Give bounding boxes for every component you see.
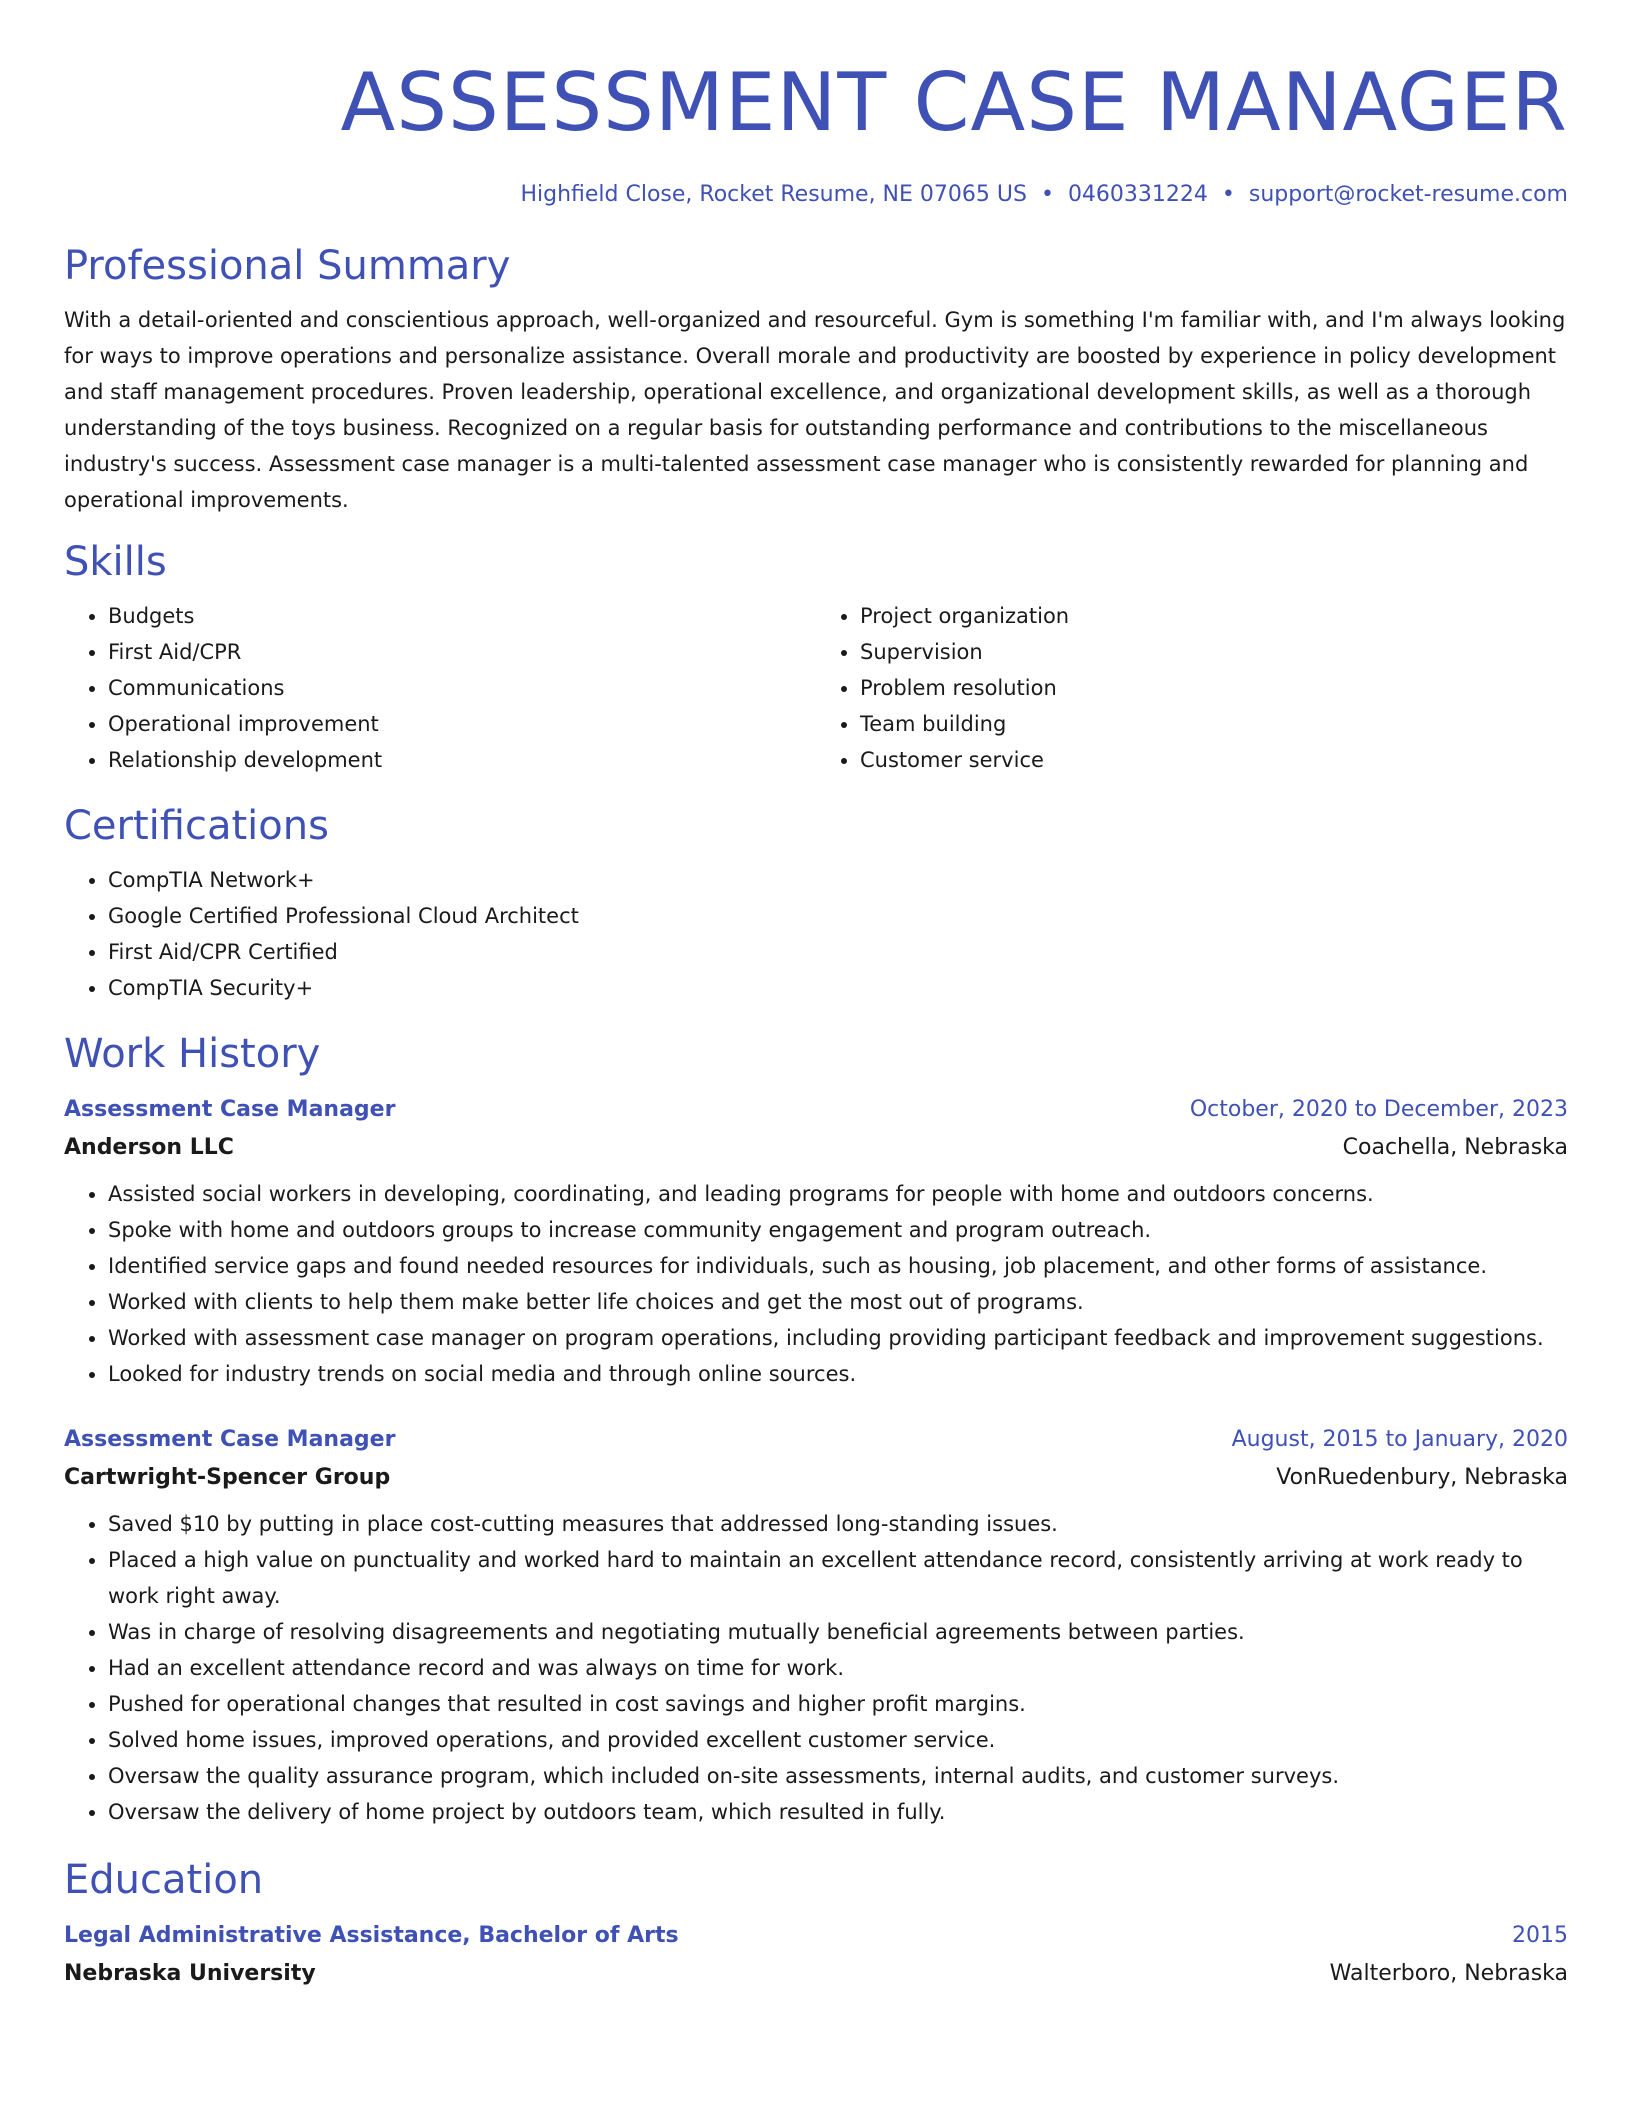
certification-item: • First Aid/CPR Certified (108, 934, 1568, 970)
job-bullet: • Worked with assessment case manager on program operations, including providing participant feedback and improvement suggestions. (108, 1320, 1568, 1356)
job-subheader (64, 1458, 1568, 1498)
job-title: Assessment Case Manager (64, 1427, 396, 1452)
company-name: Anderson LLC (64, 1135, 234, 1160)
job-subheader (64, 1128, 1568, 1168)
resume-header (64, 0, 1568, 210)
skill-item: • Budgets (108, 598, 816, 634)
job-bullet: • Saved $10 by putting in place cost-cutting measures that addressed long-standing issues. (108, 1506, 1568, 1542)
job-title: Assessment Case Manager (64, 1097, 396, 1122)
job-bullet: • Worked with clients to help them make better life choices and get the most out of programs. (108, 1284, 1568, 1320)
education-header (64, 1918, 1568, 1954)
job-location: Coachella, Nebraska (1342, 1135, 1568, 1160)
email-link[interactable]: support@rocket-resume.com (1248, 182, 1568, 207)
skills-grid (64, 598, 1568, 778)
job-bullet: • Identified service gaps and found needed resources for individuals, such as housing, job placement, and other forms of assistance. (108, 1248, 1568, 1284)
summary-section (64, 238, 1568, 518)
contact-line (64, 180, 1568, 210)
job-header (64, 1092, 1568, 1128)
skills-list-right (816, 598, 1568, 778)
address: Highfield Close, Rocket Resume, NE 07065 US (520, 182, 1027, 207)
skill-item: • Problem resolution (860, 670, 1568, 706)
summary-text: With a detail-oriented and conscientious approach, well-organized and resourceful. Gym is something I'm familiar with, and I'm always looking for ways to improve operations and personalize assistance. Overall morale and productivity are boosted by experience in policy development and staff management procedures. Proven leadership, operational excellence, and organizational development skills, as well as a thorough understanding of the toys business. Recognized on a regular basis for outstanding performance and contributions to the miscellaneous industry's success. Assessment case manager is a multi-talented assessment case manager who is consistently rewarded for planning and operational improvements. (64, 308, 1566, 512)
job-bullets (64, 1506, 1568, 1830)
certifications-list (64, 862, 1568, 1006)
job-header (64, 1422, 1568, 1458)
degree: Legal Administrative Assistance, Bachelor of Arts (64, 1923, 679, 1948)
job-entry (64, 1422, 1568, 1830)
job-bullet: • Was in charge of resolving disagreements and negotiating mutually beneficial agreements between parties. (108, 1614, 1568, 1650)
separator: • (1221, 182, 1235, 207)
school-location: Walterboro, Nebraska (1329, 1961, 1568, 1986)
phone: 0460331224 (1067, 182, 1208, 207)
candidate-name: ASSESSMENT CASE MANAGER (340, 56, 1568, 149)
skill-item: • Customer service (860, 742, 1568, 778)
section-title-certifications: Certifications (64, 803, 329, 849)
certification-item: • Google Certified Professional Cloud Architect (108, 898, 1568, 934)
separator: • (1040, 182, 1054, 207)
certification-item: • CompTIA Security+ (108, 970, 1568, 1006)
job-entry (64, 1092, 1568, 1392)
skill-item: • Communications (108, 670, 816, 706)
section-title-skills: Skills (64, 539, 167, 585)
job-dates: August, 2015 to January, 2020 (1231, 1427, 1568, 1452)
job-bullet: • Placed a high value on punctuality and worked hard to maintain an excellent attendance record, consistently arriving at work ready to work right away. (108, 1542, 1568, 1614)
job-location: VonRuedenbury, Nebraska (1276, 1465, 1568, 1490)
skill-item: • Supervision (860, 634, 1568, 670)
job-bullet: • Looked for industry trends on social media and through online sources. (108, 1356, 1568, 1392)
job-dates: October, 2020 to December, 2023 (1189, 1097, 1568, 1122)
certifications-section (64, 798, 1568, 1006)
skill-item: • Team building (860, 706, 1568, 742)
section-title-summary: Professional Summary (64, 243, 511, 289)
skill-item: • First Aid/CPR (108, 634, 816, 670)
job-bullet: • Oversaw the delivery of home project by outdoors team, which resulted in fully. (108, 1794, 1568, 1830)
section-title-work-history: Work History (64, 1031, 321, 1077)
work-history-section (64, 1026, 1568, 1830)
skills-section (64, 534, 1568, 778)
education-section (64, 1852, 1568, 1994)
job-bullet: • Assisted social workers in developing, coordinating, and leading programs for people with home and outdoors concerns. (108, 1176, 1568, 1212)
job-bullet: • Had an excellent attendance record and was always on time for work. (108, 1650, 1568, 1686)
job-bullet: • Pushed for operational changes that resulted in cost savings and higher profit margins. (108, 1686, 1568, 1722)
skills-list-left (64, 598, 816, 778)
job-bullet: • Spoke with home and outdoors groups to increase community engagement and program outreach. (108, 1212, 1568, 1248)
skill-item: • Operational improvement (108, 706, 816, 742)
education-subheader (64, 1954, 1568, 1994)
section-title-education: Education (64, 1857, 264, 1903)
company-name: Cartwright-Spencer Group (64, 1465, 391, 1490)
school-name: Nebraska University (64, 1961, 316, 1986)
graduation-year: 2015 (1512, 1923, 1568, 1948)
job-bullets (64, 1176, 1568, 1392)
job-bullet: • Solved home issues, improved operations, and provided excellent customer service. (108, 1722, 1568, 1758)
certification-item: • CompTIA Network+ (108, 862, 1568, 898)
job-bullet: • Oversaw the quality assurance program, which included on-site assessments, internal audits, and customer surveys. (108, 1758, 1568, 1794)
skill-item: • Project organization (860, 598, 1568, 634)
skill-item: • Relationship development (108, 742, 816, 778)
